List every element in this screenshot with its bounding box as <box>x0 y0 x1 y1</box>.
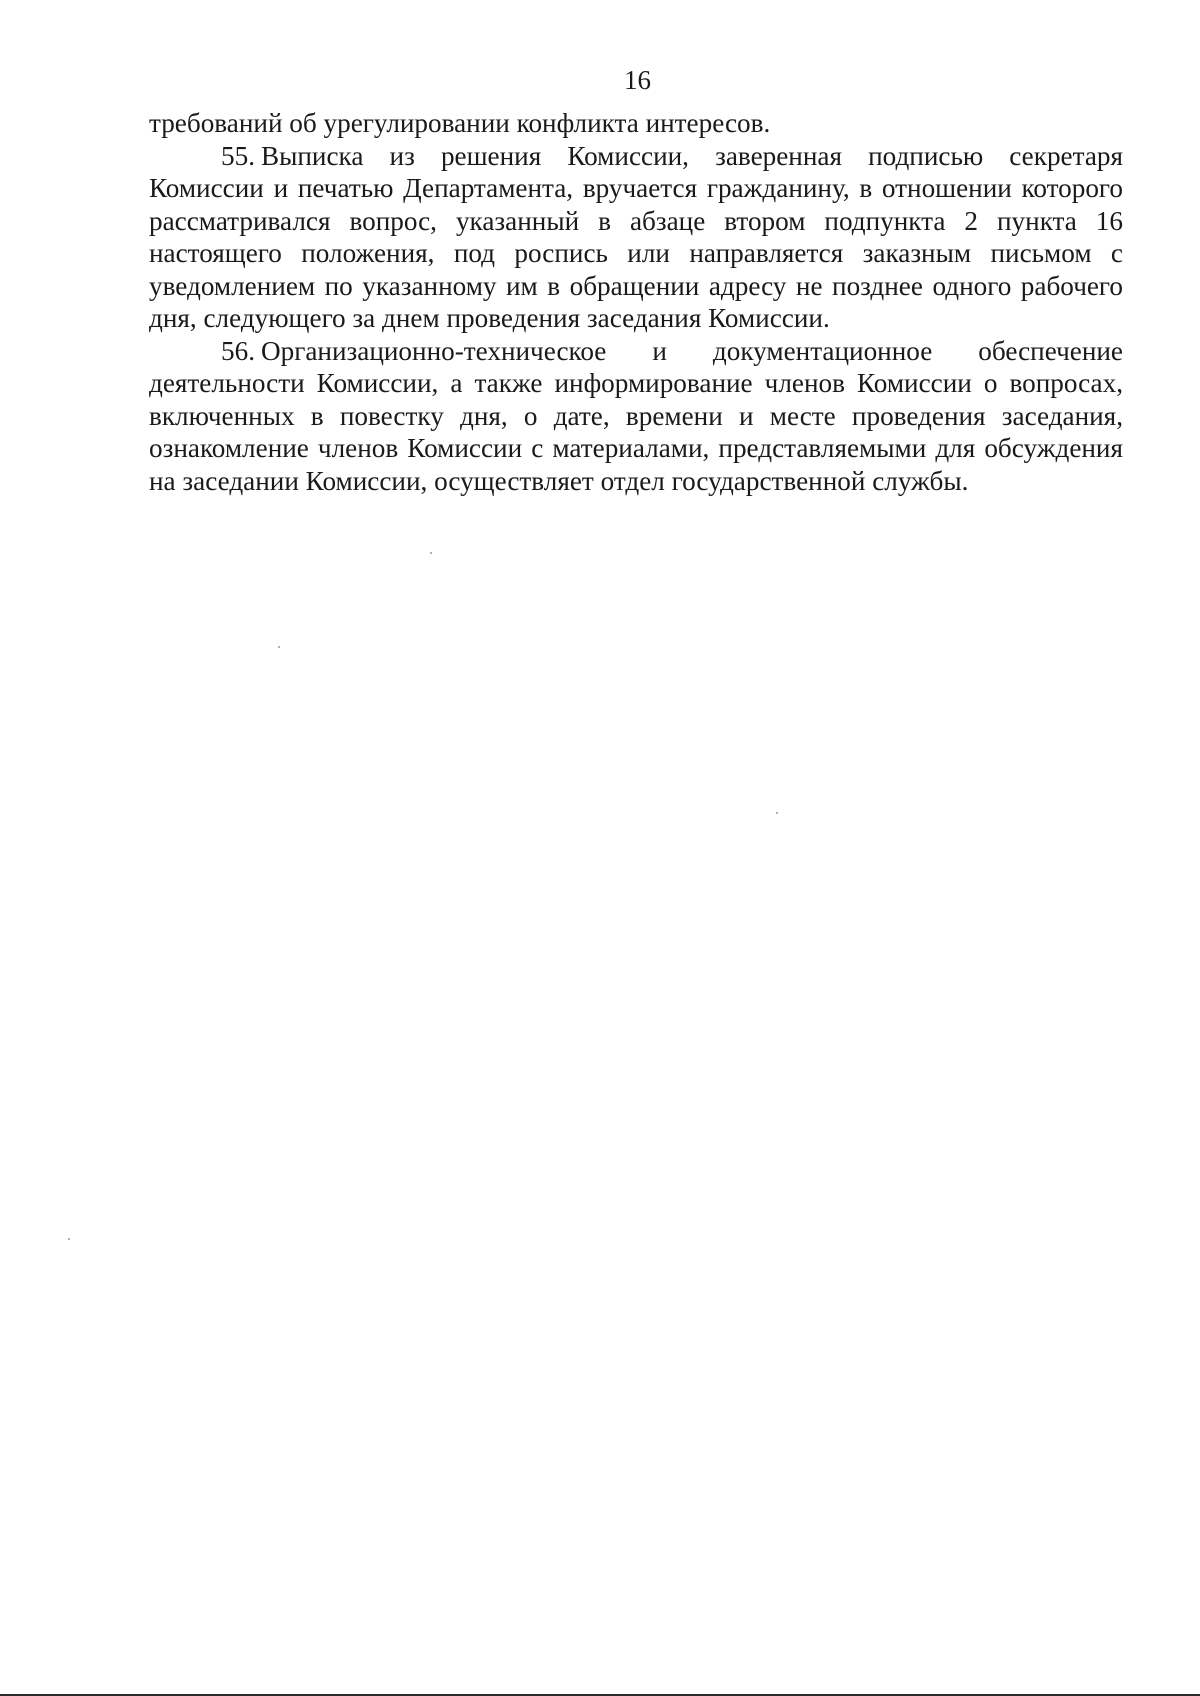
paragraph-text: Организационно-техническое и документационное обеспечение деятельности Комиссии, а также информирование членов Комиссии о вопросах, включенных в повестку дня, о дате, времени и месте проведения заседания, ознакомление членов Комиссии с материалами, представляемыми для обсуждения на заседании Комиссии, осуществляет отдел государственной службы. <box>149 335 1123 496</box>
scan-speck <box>278 646 280 648</box>
paragraph-56 <box>149 335 1123 498</box>
paragraph-number: 55. <box>221 140 255 171</box>
paragraph-55 <box>149 140 1123 335</box>
page-number: 16 <box>624 65 651 95</box>
scan-speck <box>776 812 778 814</box>
document-body <box>149 107 1123 497</box>
paragraph-text: требований об урегулировании конфликта интересов. <box>149 108 771 138</box>
scan-speck <box>68 1238 70 1240</box>
paragraph-text: Выписка из решения Комиссии, заверенная подписью секретаря Комиссии и печатью Департамента, вручается гражданину, в отношении которого рассматривался вопрос, указанный в абзаце втором подпункта 2 пункта 16 настоящего положения, под роспись или направляется заказным письмом с уведомлением по указанному им в обращении адресу не позднее одного рабочего дня, следующего за днем проведения заседания Комиссии. <box>149 140 1123 333</box>
scan-speck <box>430 552 432 554</box>
paragraph-continuation <box>149 107 1123 140</box>
paragraph-number: 56. <box>221 335 255 366</box>
